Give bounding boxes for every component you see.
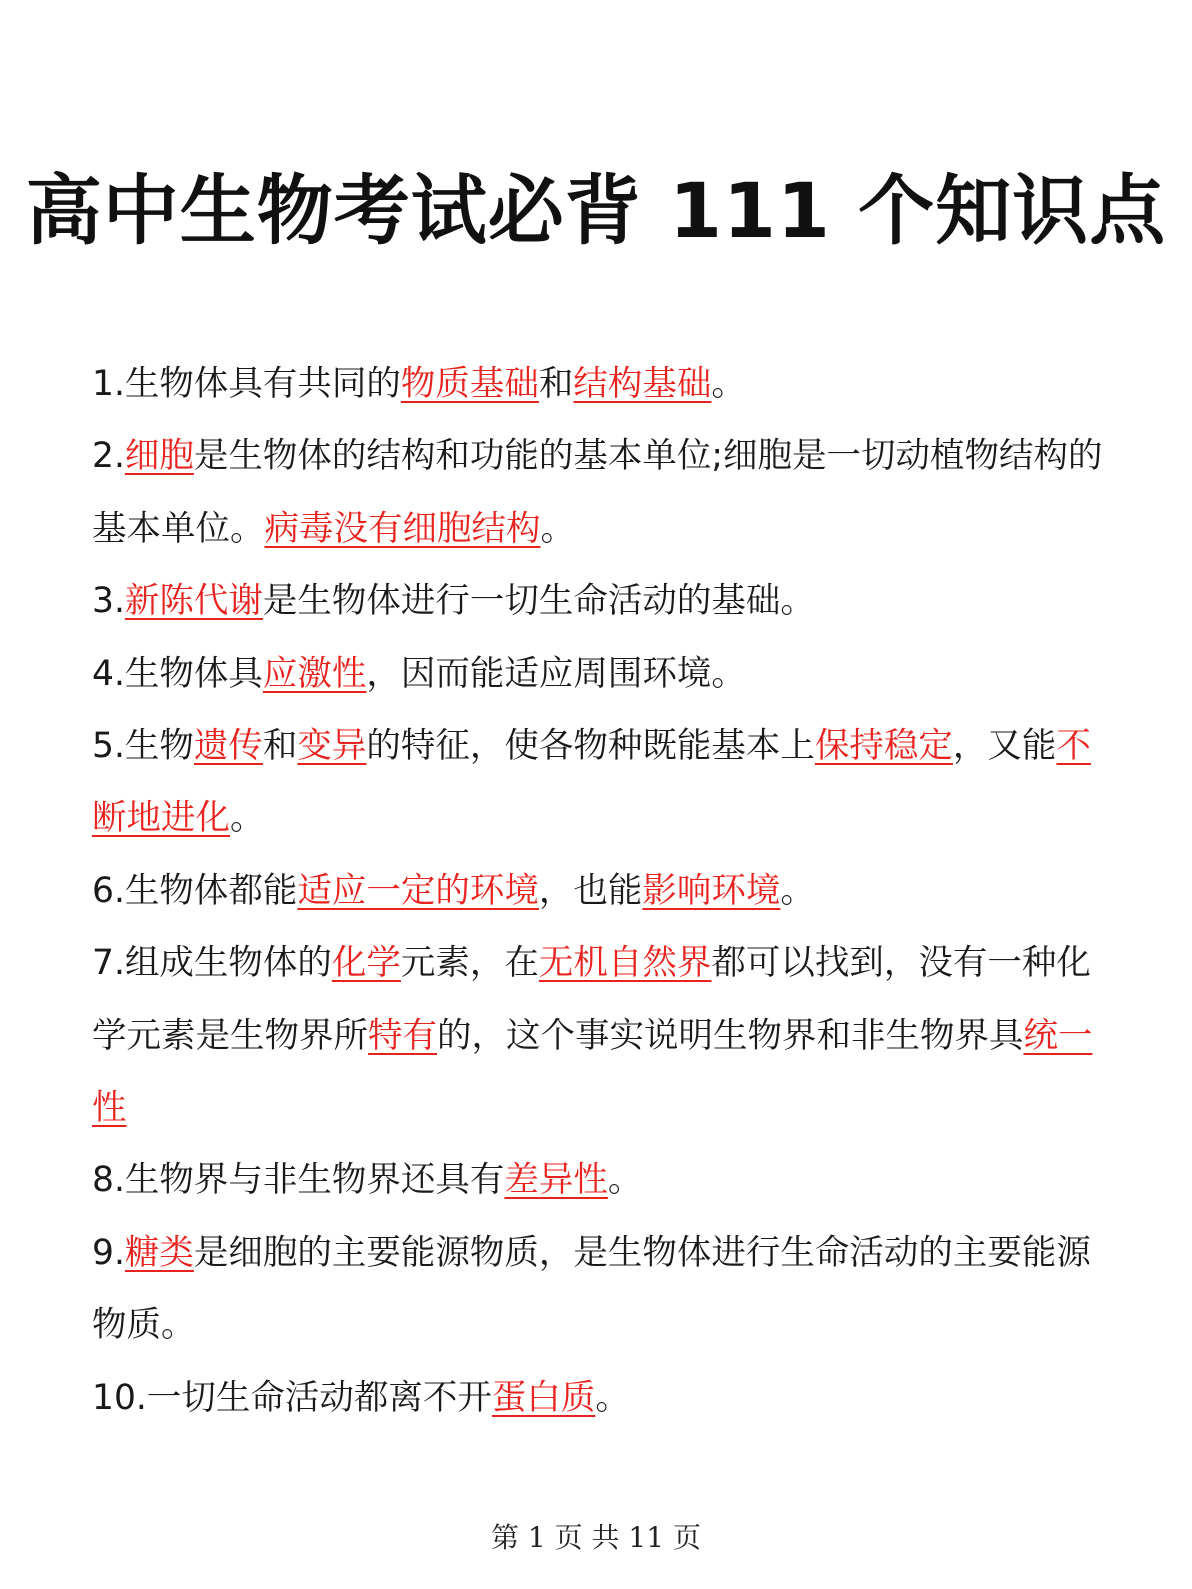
item-text: ，也能 (538, 870, 643, 911)
knowledge-point-item (92, 420, 1112, 565)
knowledge-point-item (92, 348, 1112, 420)
item-text: 都可以找到，没有一种化学元素是生物界所 (92, 943, 1091, 1056)
item-text: ，因而能适应周围环境。 (366, 653, 746, 694)
highlighted-term: 化学 (331, 943, 401, 984)
highlighted-term: 差异性 (504, 1160, 608, 1201)
highlighted-term: 蛋白质 (491, 1377, 596, 1418)
item-text: 4.生物体具 (92, 653, 263, 694)
knowledge-point-item (92, 855, 1112, 927)
item-text: 是生物体进行一切生命活动的基础。 (262, 581, 815, 622)
item-text: 是生物体的结构和功能的基本单位;细胞是一切动植物结构的基本单位。 (92, 436, 1103, 549)
highlighted-term: 适应一定的环境 (297, 870, 539, 911)
knowledge-point-item (92, 565, 1112, 637)
item-text: 3. (92, 581, 125, 622)
item-text: 1.生物体具有共同的 (92, 364, 401, 404)
item-text: 。 (780, 870, 815, 911)
item-text: 。 (607, 1160, 643, 1201)
item-text: 10.一切生命活动都离不开 (92, 1377, 492, 1418)
item-text: 6.生物体都能 (92, 870, 298, 911)
item-text: 的，这个事实说明生物界和非生物界具 (437, 1015, 1024, 1056)
highlighted-term: 糖类 (124, 1232, 194, 1273)
knowledge-point-item (92, 1144, 1112, 1216)
highlighted-term: 新陈代谢 (124, 581, 263, 622)
item-text: 元素，在 (400, 943, 539, 984)
highlighted-term: 影响环境 (642, 870, 781, 911)
item-text: 。 (711, 364, 746, 404)
item-text: 9. (92, 1232, 125, 1273)
knowledge-point-list (92, 348, 1112, 1434)
item-text: 和 (538, 364, 574, 404)
item-text: 7.组成生物体的 (92, 943, 332, 984)
item-text: 8.生物界与非生物界还具有 (92, 1160, 505, 1201)
knowledge-point-item (92, 710, 1112, 855)
item-text: 。 (230, 798, 265, 839)
item-text: 。 (540, 508, 575, 549)
knowledge-point-item (92, 927, 1112, 1144)
item-text: ，又能 (952, 726, 1057, 767)
highlighted-term: 变异 (297, 726, 367, 767)
highlighted-term: 细胞 (124, 436, 194, 477)
highlighted-term: 不断地进化 (92, 726, 1091, 839)
highlighted-term: 结构基础 (573, 364, 712, 404)
page-number-footer: 第 1 页 共 11 页 (491, 1521, 701, 1554)
highlighted-term: 特有 (368, 1015, 437, 1056)
item-text: 和 (262, 726, 298, 767)
highlighted-term: 统一性 (92, 1015, 1093, 1129)
knowledge-point-item (92, 638, 1112, 710)
highlighted-term: 遗传 (193, 726, 263, 767)
knowledge-point-item (92, 1217, 1112, 1362)
highlighted-term: 物质基础 (400, 364, 539, 404)
item-text: 2. (92, 436, 125, 477)
highlighted-term: 无机自然界 (538, 943, 712, 984)
knowledge-point-item (92, 1362, 1112, 1434)
item-text: 是细胞的主要能源物质，是生物体进行生命活动的主要能源物质。 (92, 1232, 1091, 1346)
item-text: 的特征，使各物种既能基本上 (366, 726, 815, 767)
highlighted-term: 病毒没有细胞结构 (264, 508, 541, 549)
item-text: 。 (595, 1377, 630, 1418)
highlighted-term: 保持稳定 (814, 726, 953, 767)
page-title: 高中生物考试必背 111 个知识点 (25, 166, 1167, 255)
item-text: 5.生物 (92, 726, 194, 767)
highlighted-term: 应激性 (262, 653, 367, 694)
